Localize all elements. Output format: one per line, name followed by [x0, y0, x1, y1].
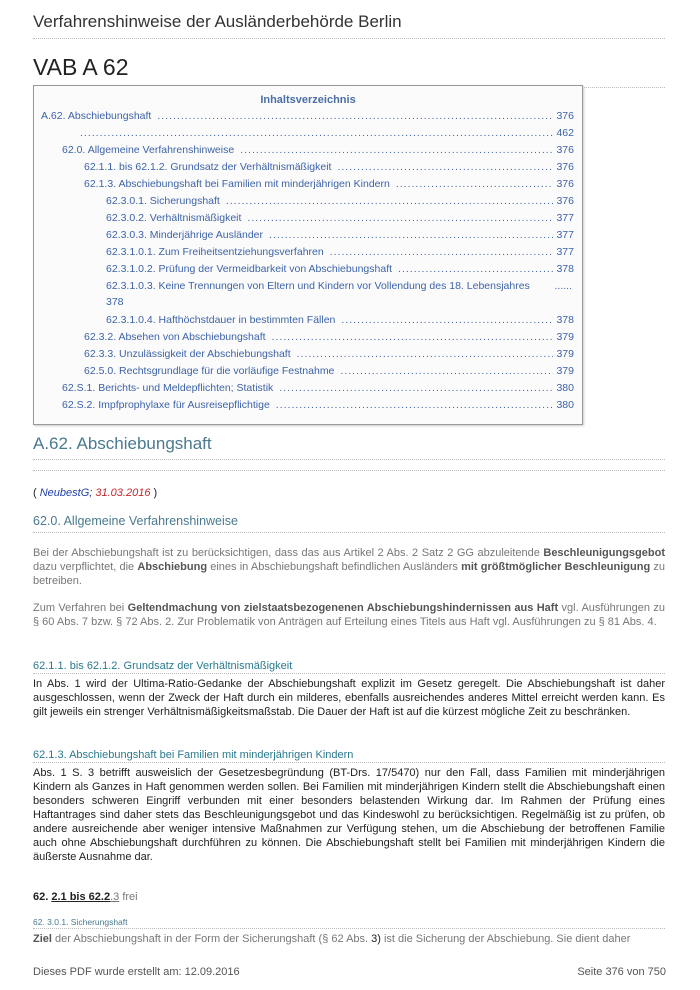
toc-entry-label: 62.3.0.3. Minderjährige Ausländer [106, 229, 264, 241]
section-heading-proportionality: 62.1.1. bis 62.1.2. Grundsatz der Verhältnismäßigkeit [33, 660, 665, 674]
table-of-contents [33, 85, 583, 425]
toc-entry[interactable] [84, 365, 574, 377]
toc-entry[interactable] [106, 246, 574, 258]
toc-leader [398, 263, 553, 275]
toc-entry-label: 62.5.0. Rechtsgrundlage für die vorläufige Festnahme [84, 365, 335, 377]
toc-page-number: 379 [556, 348, 574, 360]
toc-entry[interactable] [62, 399, 574, 411]
toc-entry[interactable] [106, 212, 574, 224]
toc-entry-label: A.62. Abschiebungshaft [41, 110, 152, 122]
toc-page-number: 377 [556, 246, 574, 258]
toc-entry[interactable] [62, 144, 574, 156]
toc-page-number: 376 [556, 161, 574, 173]
section-frei: 62. 2.1 bis 62.2.3 frei [33, 891, 138, 903]
toc-entry-label: 62.1.1. bis 62.1.2. Grundsatz der Verhältnismäßigkeit [84, 161, 332, 173]
section-heading-sicherungshaft: 62. 3.0.1. Sicherungshaft [33, 917, 665, 929]
toc-page-number: 380 [556, 399, 574, 411]
toc-page-number: 380 [556, 382, 574, 394]
toc-leader [272, 331, 554, 343]
toc-entry[interactable] [84, 331, 574, 343]
toc-page-number: 378 [556, 263, 574, 275]
toc-heading: Inhaltsverzeichnis [260, 94, 356, 106]
toc-entry-label: 62.3.1.0.2. Prüfung der Vermeidbarkeit von Abschiebungshaft [106, 263, 393, 275]
toc-entry-page [106, 294, 124, 310]
toc-entry[interactable] [106, 314, 574, 326]
toc-page-number: 377 [556, 229, 574, 241]
toc-entry[interactable] [41, 110, 574, 122]
toc-page-number: 376 [556, 144, 574, 156]
toc-leader [330, 246, 554, 258]
toc-entry-label: 62.S.1. Berichts- und Meldepflichten; Statistik [62, 382, 274, 394]
amendment-note: ( NeubestG; 31.03.2016 ) [33, 487, 158, 499]
toc-page-number: 376 [556, 110, 574, 122]
toc-page-number: 379 [556, 365, 574, 377]
amendment-date: 31.03.2016 [95, 487, 151, 499]
toc-leader: ...... [554, 280, 572, 292]
toc-page-number: 376 [556, 178, 574, 190]
toc-page-number: 378 [556, 314, 574, 326]
toc-leader [226, 195, 554, 207]
toc-leader [80, 127, 553, 139]
toc-entry-label: 62.3.0.2. Verhältnismäßigkeit [106, 212, 242, 224]
toc-entry[interactable] [106, 263, 574, 275]
toc-leader [297, 348, 554, 360]
toc-entry-label: 62.3.0.1. Sicherungshaft [106, 195, 220, 207]
toc-entry-label: 62.0. Allgemeine Verfahrenshinweise [62, 144, 235, 156]
paragraph-general-1: Bei der Abschiebungshaft ist zu berücksichtigen, dass das aus Artikel 2 Abs. 2 Satz 2 GG abzuleitende Beschleunigungsgebot dazu verpflichtet, die Abschiebung eines in Abschiebungshaft befindlichen Ausländers mit größtmöglicher Beschleunigung zu betreiben. [33, 547, 665, 587]
section-title: A.62. Abschiebungshaft [33, 434, 665, 460]
toc-entry-label: 62.3.1.0.4. Hafthöchstdauer in bestimmten Fällen [106, 314, 336, 326]
toc-leader [340, 365, 553, 377]
toc-page-number: 462 [556, 127, 574, 139]
toc-entry[interactable] [106, 195, 574, 207]
toc-leader [341, 314, 553, 326]
section-heading-families: 62.1.3. Abschiebungshaft bei Familien mit minderjährigen Kindern [33, 749, 665, 763]
subsection-title: 62.0. Allgemeine Verfahrenshinweise [33, 514, 665, 533]
document-title: VAB A 62 [33, 54, 665, 88]
law-link[interactable]: NeubestG; [39, 487, 93, 499]
toc-entry-label: 62.3.3. Unzulässigkeit der Abschiebungshaft [84, 348, 291, 360]
paragraph-sicherungshaft: Ziel der Abschiebungshaft in der Form der Sicherungshaft (§ 62 Abs. 3) ist die Sicherung der Abschiebung. Sie dient daher [33, 933, 631, 945]
toc-entry[interactable] [84, 178, 574, 190]
toc-leader [240, 144, 553, 156]
toc-entry[interactable] [84, 348, 574, 360]
toc-entry[interactable] [80, 127, 574, 139]
toc-leader [247, 212, 553, 224]
toc-entry[interactable] [84, 161, 574, 173]
toc-entry[interactable] [106, 229, 574, 241]
toc-page-number: 379 [556, 331, 574, 343]
toc-entry[interactable]: 62.3.1.0.3. Keine Trennungen von Eltern und Kindern vor Vollendung des 18. Lebensjahres [106, 280, 530, 292]
footer-created-date: Dieses PDF wurde erstellt am: 12.09.2016 [33, 966, 240, 978]
divider [33, 470, 665, 471]
toc-page-number: 378 [106, 296, 124, 308]
toc-page-number: 377 [556, 212, 574, 224]
toc-entry-label: 62.S.2. Impfprophylaxe für Ausreisepflichtige [62, 399, 270, 411]
toc-entry[interactable] [62, 382, 574, 394]
toc-entry-label: 62.1.3. Abschiebungshaft bei Familien mit minderjährigen Kindern [84, 178, 390, 190]
toc-leader [269, 229, 553, 241]
toc-leader [337, 161, 553, 173]
toc-entry-label: 62.3.1.0.1. Zum Freiheitsentziehungsverfahren [106, 246, 324, 258]
toc-leader [157, 110, 553, 122]
running-header: Verfahrenshinweise der Ausländerbehörde Berlin [33, 12, 665, 39]
toc-leader [276, 399, 554, 411]
toc-page-number: 376 [556, 195, 574, 207]
footer-page-number: Seite 376 von 750 [577, 966, 666, 978]
paragraph-general-2: Zum Verfahren bei Geltendmachung von zielstaatsbezogenenen Abschiebungshindernissen aus Haft vgl. Ausführungen zu § 60 Abs. 7 bzw. § 72 Abs. 2. Zur Problematik von Anträgen auf Erteilung eines Titels aus Haft vgl. Ausführungen zu § 81 Abs. 4. [33, 602, 665, 628]
paragraph-proportionality: In Abs. 1 wird der Ultima-Ratio-Gedanke der Abschiebungshaft explizit im Gesetz geregelt. Die Abschiebungshaft ist daher ausgeschlossen, wenn der Zweck der Haft durch ein milderes, ebenfalls ausreichendes anderes Mittel erreicht werden kann. Es gilt jeweils ein strenger Verhältnismäßigkeitsmaßstab. Die Dauer der Haft ist auf die kürzest mögliche Zeit zu beschränken. [33, 678, 665, 718]
toc-leader [279, 382, 553, 394]
paragraph-families: Abs. 1 S. 3 betrifft ausweislich der Gesetzesbegründung (BT-Drs. 17/5470) nur den Fall, dass Familien mit minderjährigen Kindern als Ganzes in Haft genommen werden sollen. Bei Familien mit minderjährigen Kindern stellt die Abschiebungshaft einen besonders schweren Eingriff verbunden mit einer besonders belastenden Wirkung dar. Im Rahmen der Prüfung eines Haftantrages sind daher stets das Beschleunigungsgebot und das Kindeswohl zu berücksichtigen. Regelmäßig ist zu prüfen, ob andere ausreichende aber weniger intensive Maßnahmen zur Verfügung stehen, um die Abschiebung der betroffenen Familie auch ohne Abschiebungshaft durchführen zu können. Die Abschiebungshaft stellt bei Familien mit minderjährigen Kindern die äußerste Ausnahme dar. [33, 767, 665, 863]
toc-leader [396, 178, 554, 190]
toc-entry-label: 62.3.2. Absehen von Abschiebungshaft [84, 331, 266, 343]
